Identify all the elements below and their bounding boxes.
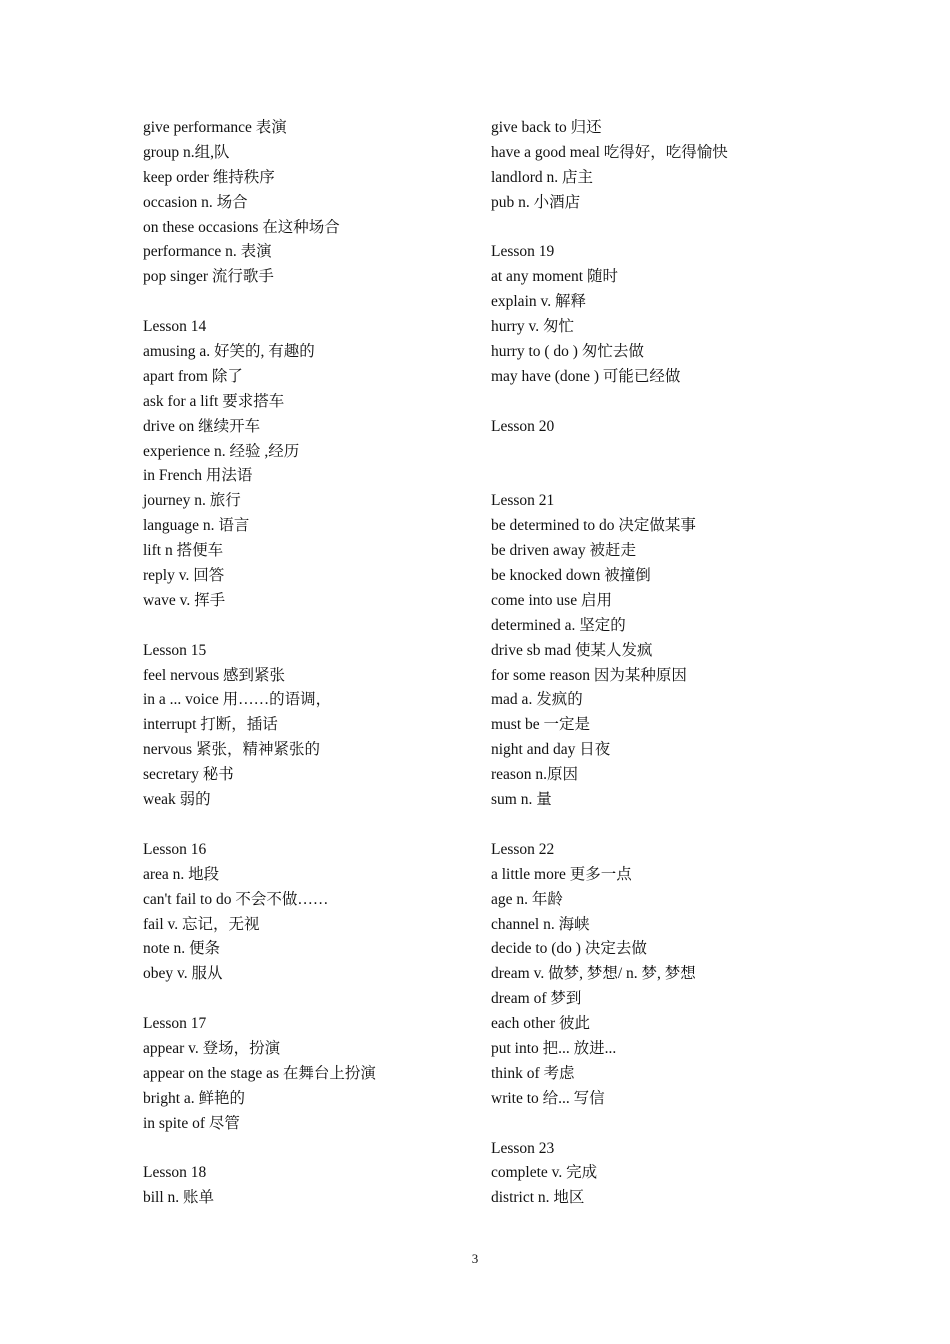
vocab-entry: reply v. 回答: [143, 567, 225, 585]
vocab-entry: can't fail to do 不会不做……: [143, 890, 329, 908]
vocab-entry: experience n. 经验 ,经历: [143, 442, 300, 460]
vocab-entry: be driven away 被赶走: [491, 542, 637, 560]
vocab-entry: must be 一定是: [491, 716, 591, 734]
vocab-entry: give performance 表演: [143, 119, 287, 136]
vocab-entry: may have (done ) 可能已经做: [491, 367, 681, 385]
vocab-entry: for some reason 因为某种原因: [491, 666, 687, 684]
vocab-entry: amusing a. 好笑的, 有趣的: [143, 343, 315, 361]
vocab-entry: come into use 启用: [491, 591, 612, 609]
vocab-entry: dream of 梦到: [491, 990, 582, 1008]
vocab-entry: pub n. 小酒店: [491, 193, 581, 211]
lesson-heading: Lesson 14: [143, 318, 207, 336]
vocab-entry: write to 给... 写信: [491, 1089, 605, 1107]
vocab-entry: in a ... voice 用……的语调，: [143, 691, 332, 709]
vocab-entry: determined a. 坚定的: [491, 616, 626, 634]
vocab-entry: sum n. 量: [491, 791, 552, 809]
lesson-heading: Lesson 17: [143, 1015, 207, 1033]
vocab-entry: landlord n. 店主: [491, 168, 594, 186]
vocab-entry: obey v. 服从: [143, 965, 223, 983]
blank-line: [491, 440, 791, 465]
vocab-entry: on these occasions 在这种场合: [143, 218, 340, 236]
vocab-entry: performance n. 表演: [143, 243, 272, 261]
vocab-entry: drive on 继续开车: [143, 417, 261, 435]
vocab-entry: in spite of 尽管: [143, 1114, 240, 1132]
vocab-entry: age n. 年龄: [491, 890, 563, 908]
vocab-entry: fail v. 忘记，无视: [143, 915, 260, 933]
vocab-entry: secretary 秘书: [143, 766, 234, 784]
vocab-entry: reason n.原因: [491, 766, 578, 784]
right-column: [491, 116, 791, 1211]
vocab-entry: bill n. 账单: [143, 1189, 215, 1207]
vocab-entry: occasion n. 场合: [143, 193, 248, 211]
vocab-entry: decide to (do ) 决定去做: [491, 940, 647, 958]
blank-line: [491, 1112, 791, 1137]
vocab-entry: keep order 维持秩序: [143, 168, 275, 186]
lesson-heading: Lesson 20: [491, 417, 555, 435]
vocab-entry: a little more 更多一点: [491, 865, 632, 883]
vocab-entry: weak 弱的: [143, 791, 211, 809]
blank-line: [143, 987, 473, 1012]
vocab-entry: at any moment 随时: [491, 268, 618, 286]
vocab-entry: dream v. 做梦, 梦想/ n. 梦, 梦想: [491, 965, 696, 983]
vocab-entry: nervous 紧张，精神紧张的: [143, 741, 320, 759]
lesson-heading: Lesson 15: [143, 641, 207, 659]
blank-line: [143, 1137, 473, 1162]
blank-line: [143, 290, 473, 315]
vocab-entry: group n.组,队: [143, 143, 230, 161]
vocab-entry: channel n. 海峡: [491, 915, 590, 933]
vocab-entry: think of 考虑: [491, 1064, 575, 1082]
vocab-entry: be knocked down 被撞倒: [491, 567, 651, 585]
vocab-entry: language n. 语言: [143, 517, 250, 535]
vocab-entry: feel nervous 感到紧张: [143, 666, 286, 684]
lesson-heading: Lesson 21: [491, 492, 555, 510]
vocab-entry: lift n 搭便车: [143, 542, 224, 560]
vocab-entry: pop singer 流行歌手: [143, 268, 274, 286]
vocab-entry: each other 彼此: [491, 1015, 590, 1033]
vocab-entry: bright a. 鲜艳的: [143, 1089, 246, 1107]
lesson-heading: Lesson 19: [491, 243, 555, 261]
vocab-entry: drive sb mad 使某人发疯: [491, 641, 653, 659]
vocab-entry: area n. 地段: [143, 865, 220, 883]
vocab-entry: hurry to ( do ) 匆忙去做: [491, 343, 644, 361]
lesson-heading: Lesson 18: [143, 1164, 207, 1182]
vocab-entry: appear v. 登场，扮演: [143, 1039, 281, 1057]
vocab-entry: give back to 归还: [491, 119, 602, 136]
blank-line: [491, 464, 791, 489]
vocab-entry: be determined to do 决定做某事: [491, 517, 696, 535]
vocab-entry: ask for a lift 要求搭车: [143, 392, 285, 410]
blank-line: [491, 813, 791, 838]
vocab-entry: explain v. 解释: [491, 293, 586, 311]
vocab-entry: in French 用法语: [143, 467, 253, 485]
left-column: [143, 116, 473, 1211]
vocab-entry: night and day 日夜: [491, 741, 611, 759]
lesson-heading: Lesson 16: [143, 840, 207, 858]
vocab-entry: put into 把... 放进...: [491, 1039, 617, 1057]
blank-line: [491, 216, 791, 241]
vocab-entry: journey n. 旅行: [143, 492, 241, 510]
vocab-entry: mad a. 发疯的: [491, 691, 583, 709]
vocab-entry: wave v. 挥手: [143, 591, 226, 609]
vocab-entry: complete v. 完成: [491, 1164, 598, 1182]
lesson-heading: Lesson 22: [491, 840, 555, 858]
vocab-entry: apart from 除了: [143, 367, 243, 385]
blank-line: [143, 813, 473, 838]
blank-line: [491, 390, 791, 415]
page-number: 3: [471, 1251, 479, 1266]
vocab-entry: district n. 地区: [491, 1189, 585, 1207]
vocab-entry: have a good meal 吃得好，吃得愉快: [491, 143, 728, 161]
vocab-entry: hurry v. 匆忙: [491, 318, 574, 336]
vocab-entry: note n. 便条: [143, 940, 221, 958]
vocab-entry: interrupt 打断，插话: [143, 716, 278, 734]
vocab-entry: appear on the stage as 在舞台上扮演: [143, 1064, 376, 1082]
lesson-heading: Lesson 23: [491, 1139, 555, 1157]
blank-line: [143, 614, 473, 639]
